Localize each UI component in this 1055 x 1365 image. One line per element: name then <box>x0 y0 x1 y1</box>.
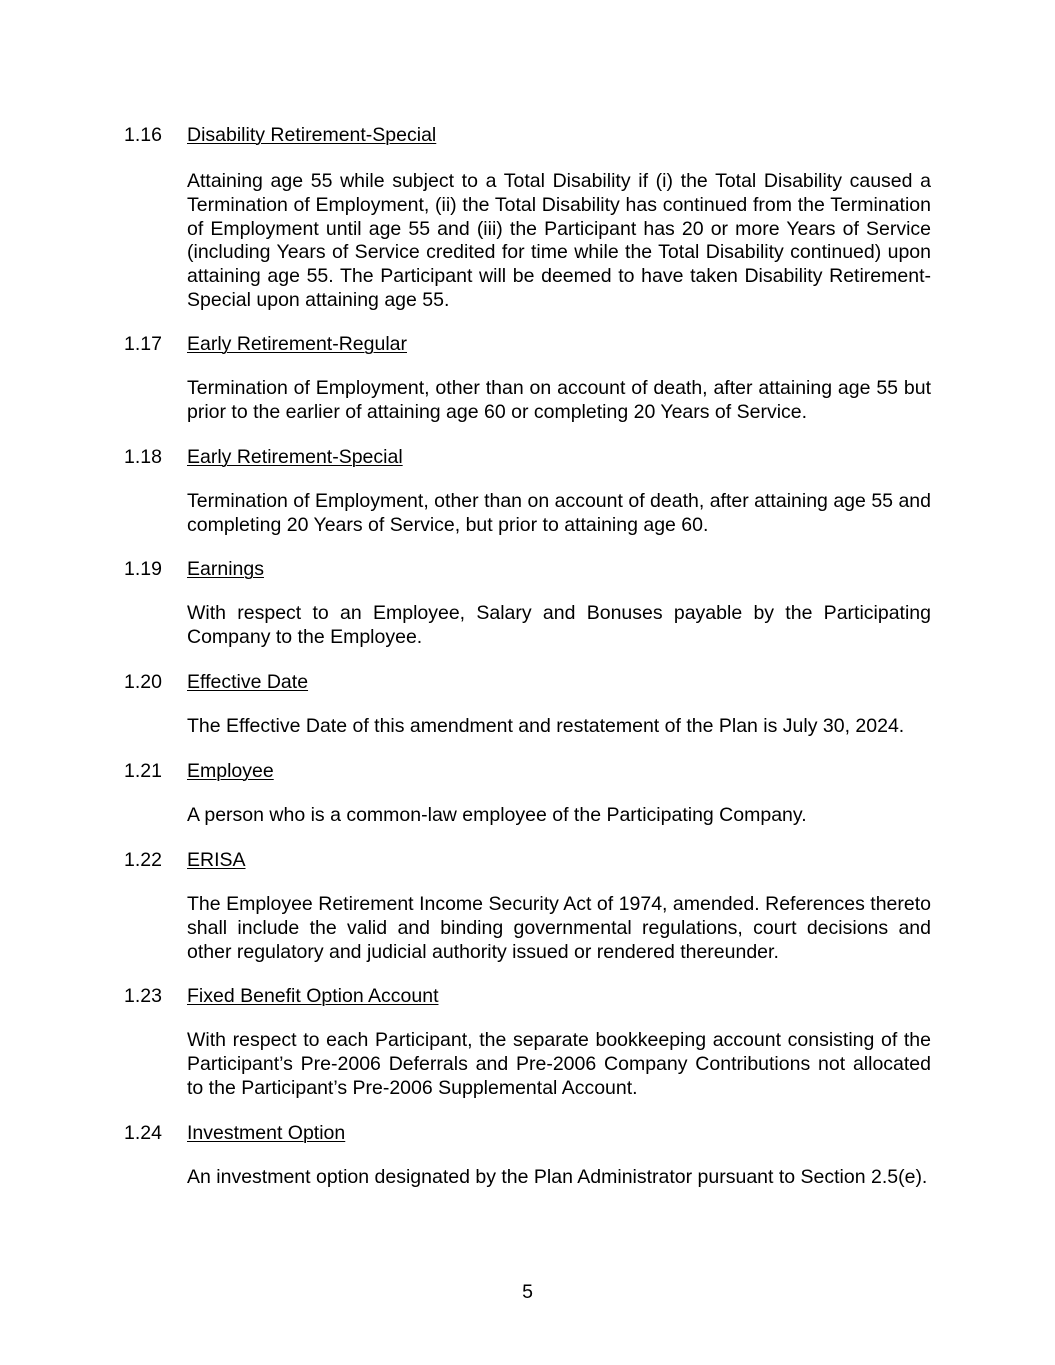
section-1-19 <box>0 558 1055 648</box>
section-heading <box>0 760 1055 784</box>
section-1-17 <box>0 333 1055 423</box>
section-number: 1.18 <box>124 446 162 468</box>
section-1-23 <box>0 985 1055 1099</box>
section-1-24 <box>0 1122 1055 1188</box>
section-1-22 <box>0 849 1055 963</box>
section-body: With respect to an Employee, Salary and Bonuses payable by the Participating Company to the Employee. <box>187 602 931 648</box>
section-body: An investment option designated by the Plan Administrator pursuant to Section 2.5(e). <box>187 1166 928 1188</box>
section-1-21 <box>0 760 1055 826</box>
section-title: Early Retirement-Special <box>187 446 403 468</box>
section-number: 1.23 <box>124 985 162 1007</box>
section-body: Termination of Employment, other than on account of death, after attaining age 55 but prior to the earlier of attaining age 60 or completing 20 Years of Service. <box>187 377 931 423</box>
page-number: 5 <box>522 1281 533 1303</box>
section-1-18 <box>0 446 1055 536</box>
section-body: The Employee Retirement Income Security Act of 1974, amended. References thereto shall include the valid and binding governmental regulations, court decisions and other regulatory and judicial authority issued or rendered thereunder. <box>187 893 931 963</box>
section-title: Earnings <box>187 558 264 580</box>
section-title: Effective Date <box>187 671 309 693</box>
section-number: 1.16 <box>124 124 162 146</box>
section-number: 1.20 <box>124 671 162 693</box>
section-number: 1.19 <box>124 558 162 580</box>
section-heading <box>0 446 1055 470</box>
section-body: Termination of Employment, other than on account of death, after attaining age 55 and completing 20 Years of Service, but prior to attaining age 60. <box>187 490 931 536</box>
section-body: Attaining age 55 while subject to a Total Disability if (i) the Total Disability caused a Termination of Employment, (ii) the Total Disability has continued from the Termination of Employment until age 55 and (iii) the Participant has 20 or more Years of Service (including Years of Service credited for time while the Total Disability continued) upon attaining age 55. The Participant will be deemed to have taken Disability Retirement-Special upon attaining age 55. <box>187 170 931 311</box>
section-title: ERISA <box>187 849 246 871</box>
section-heading <box>0 333 1055 357</box>
section-heading <box>0 1122 1055 1146</box>
section-heading <box>0 671 1055 695</box>
section-1-20 <box>0 671 1055 737</box>
section-body: With respect to each Participant, the separate bookkeeping account consisting of the Participant’s Pre-2006 Deferrals and Pre-2006 Company Contributions not allocated to the Participant’s Pre-2006 Supplemental Account. <box>187 1029 931 1099</box>
section-number: 1.24 <box>124 1122 162 1144</box>
section-title: Early Retirement-Regular <box>187 333 407 355</box>
section-title: Employee <box>187 760 274 782</box>
section-heading <box>0 985 1055 1009</box>
section-title: Investment Option <box>187 1122 346 1144</box>
section-heading <box>0 849 1055 873</box>
section-number: 1.17 <box>124 333 162 355</box>
section-body: A person who is a common-law employee of the Participating Company. <box>187 804 807 826</box>
section-heading <box>0 558 1055 582</box>
section-number: 1.22 <box>124 849 162 871</box>
section-heading <box>0 124 1055 148</box>
section-body: The Effective Date of this amendment and restatement of the Plan is July 30, 2024. <box>187 715 905 737</box>
section-title: Fixed Benefit Option Account <box>187 985 439 1007</box>
section-title: Disability Retirement-Special <box>187 124 437 146</box>
section-1-16 <box>0 124 1055 311</box>
section-number: 1.21 <box>124 760 162 782</box>
